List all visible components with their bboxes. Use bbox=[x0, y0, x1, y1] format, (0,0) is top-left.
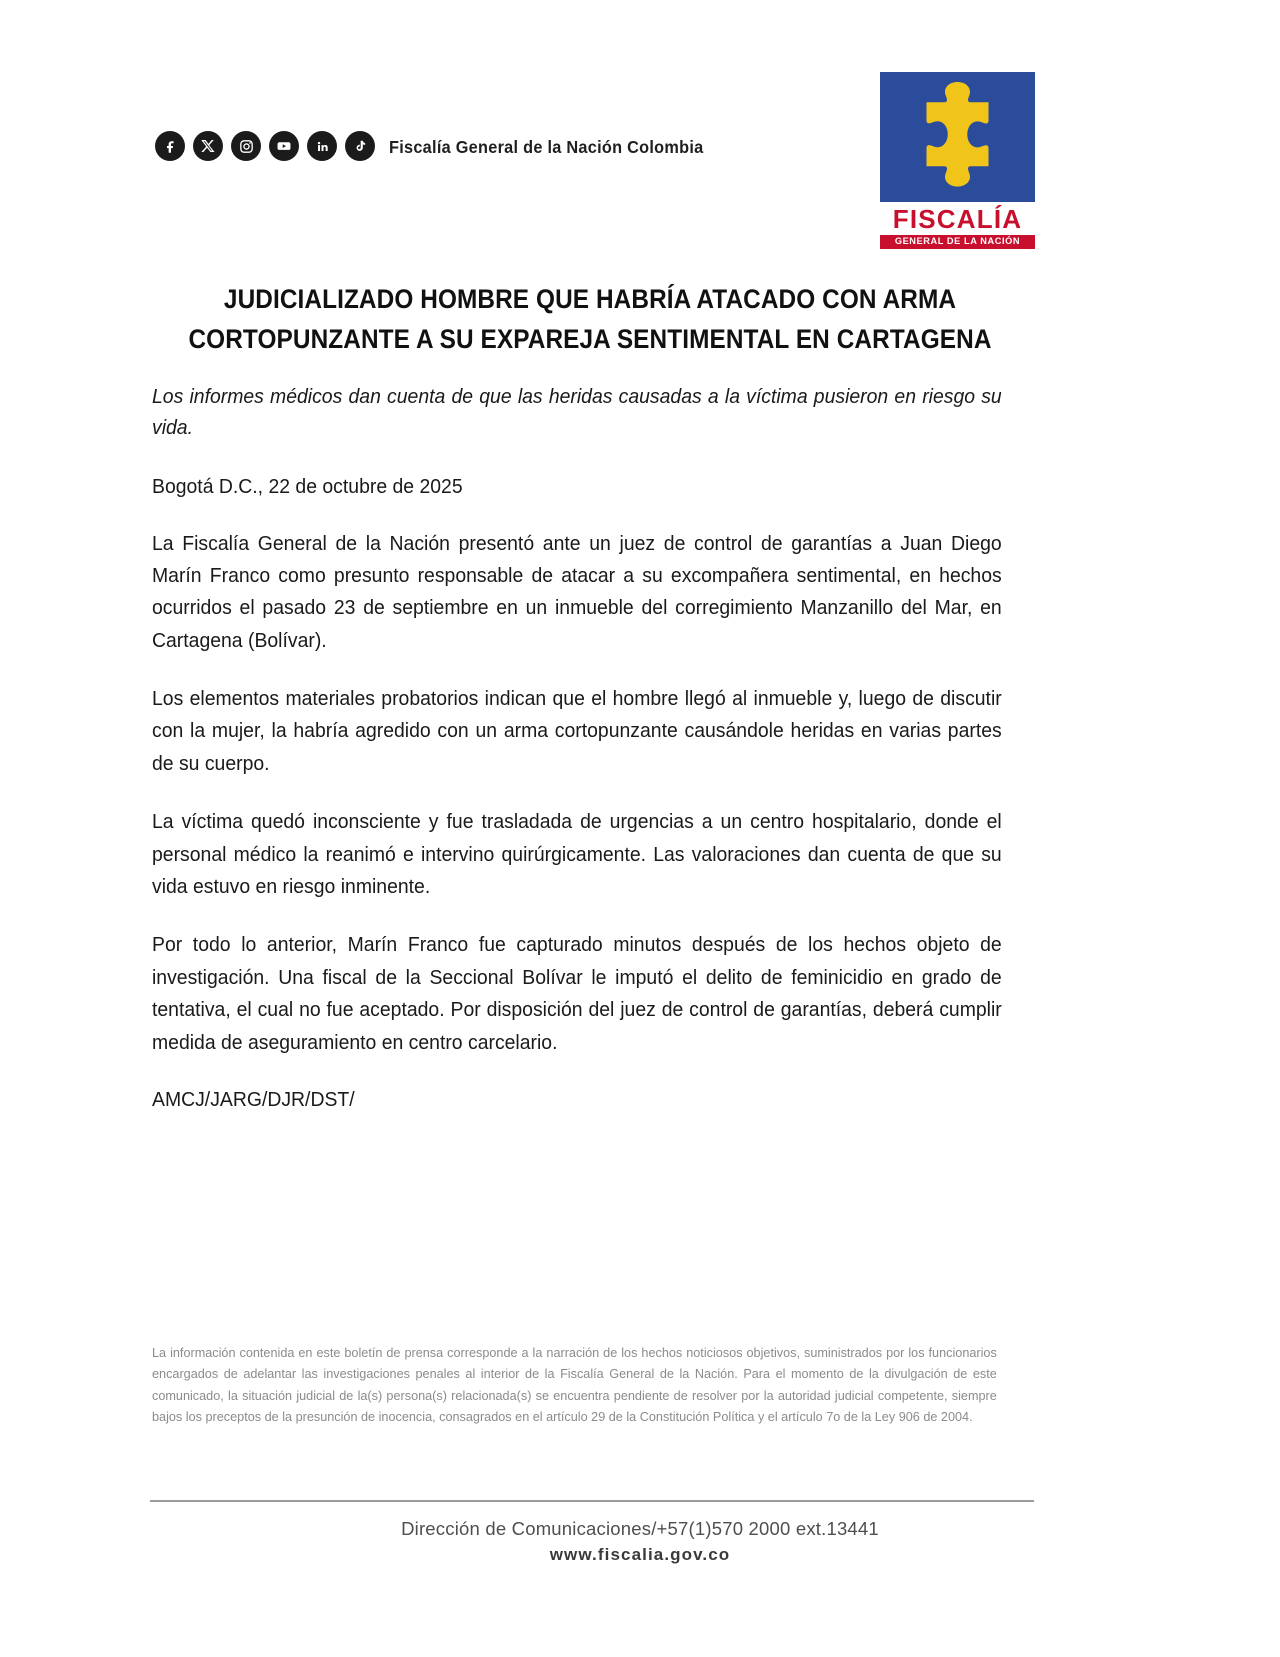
footer-divider bbox=[150, 1500, 1034, 1502]
linkedin-icon[interactable] bbox=[307, 131, 337, 161]
document-header bbox=[0, 0, 1280, 270]
instagram-icon[interactable] bbox=[231, 131, 261, 161]
x-twitter-icon[interactable] bbox=[193, 131, 223, 161]
body-paragraph: La Fiscalía General de la Nación presentó ante un juez de control de garantías a Juan Diego Marín Franco como presunto responsable de atacar a su excompañera sentimental, en hechos ocurridos el pasado 23 de septiembre en un inmueble del corregimiento Manzanillo del Mar, en Cartagena (Bolívar). bbox=[152, 532, 1002, 652]
facebook-icon[interactable] bbox=[155, 131, 185, 161]
footer-website-url[interactable]: www.fiscalia.gov.co bbox=[549, 1545, 731, 1564]
document-body bbox=[152, 280, 1028, 1115]
page-subtitle: Los informes médicos dan cuenta de que las heridas causadas a la víctima pusieron en riesgo su vida. bbox=[152, 385, 1002, 439]
footer-contact-line: Dirección de Comunicaciones/+57(1)570 2000 ext.13441 bbox=[401, 1518, 879, 1539]
body-paragraph: Los elementos materiales probatorios indican que el hombre llegó al inmueble y, luego de discutir con la mujer, la habría agredido con un arma cortopunzante causándole heridas en varias partes de su cuerpo. bbox=[152, 688, 1002, 775]
social-links-row bbox=[155, 131, 375, 161]
body-paragraph: La víctima quedó inconsciente y fue trasladada de urgencias a un centro hospitalario, donde el personal médico la reanimó e intervino quirúrgicamente. Las valoraciones dan cuenta de que su vida estuvo en riesgo inminente. bbox=[152, 811, 1002, 899]
dateline: Bogotá D.C., 22 de octubre de 2025 bbox=[152, 475, 463, 498]
social-handle-label: Fiscalía General de la Nación Colombia bbox=[389, 137, 704, 157]
tiktok-icon[interactable] bbox=[345, 131, 375, 161]
body-paragraph: Por todo lo anterior, Marín Franco fue capturado minutos después de los hechos objeto de investigación. Una fiscal de la Seccional Bolívar le imputó el delito de feminicidio en grado de tentativa, el cual no fue aceptado. Por disposición del juez de control de garantías, deberá cumplir medida de aseguramiento en centro carcelario. bbox=[152, 934, 1002, 1054]
signature-codes: AMCJ/JARG/DJR/DST/ bbox=[152, 1088, 355, 1111]
legal-disclaimer: La información contenida en este boletín de prensa corresponde a la narración de los hechos noticiosos objetivos, suministrados por los funcionarios encargados de adelantar las investigaciones penales al interior de la Fiscalía General de la Nación. Para el momento de la divulgación de este comunicado, la situación judicial de la(s) persona(s) relacionada(s) se encuentra pendiente de resolver por la autoridad judicial competente, siempre bajos los preceptos de la presunción de inocencia, consagrados en el artículo 29 de la Constitución Política y el artículo 7o de la Ley 906 de 2004. bbox=[152, 1345, 997, 1425]
logo-blue-box bbox=[880, 72, 1035, 202]
logo-subtitle: GENERAL DE LA NACIÓN bbox=[880, 235, 1035, 249]
page-title bbox=[187, 280, 993, 360]
logo-wordmark: FISCALÍA bbox=[892, 204, 1023, 234]
fiscalia-logo bbox=[880, 72, 1035, 249]
youtube-icon[interactable] bbox=[269, 131, 299, 161]
page-title-line-1: JUDICIALIZADO HOMBRE QUE HABRÍA ATACADO CON ARMA bbox=[223, 284, 957, 314]
page-title-line-2: CORTOPUNZANTE A SU EXPAREJA SENTIMENTAL EN CARTAGENA bbox=[188, 323, 992, 354]
puzzle-piece-icon bbox=[880, 72, 1035, 202]
